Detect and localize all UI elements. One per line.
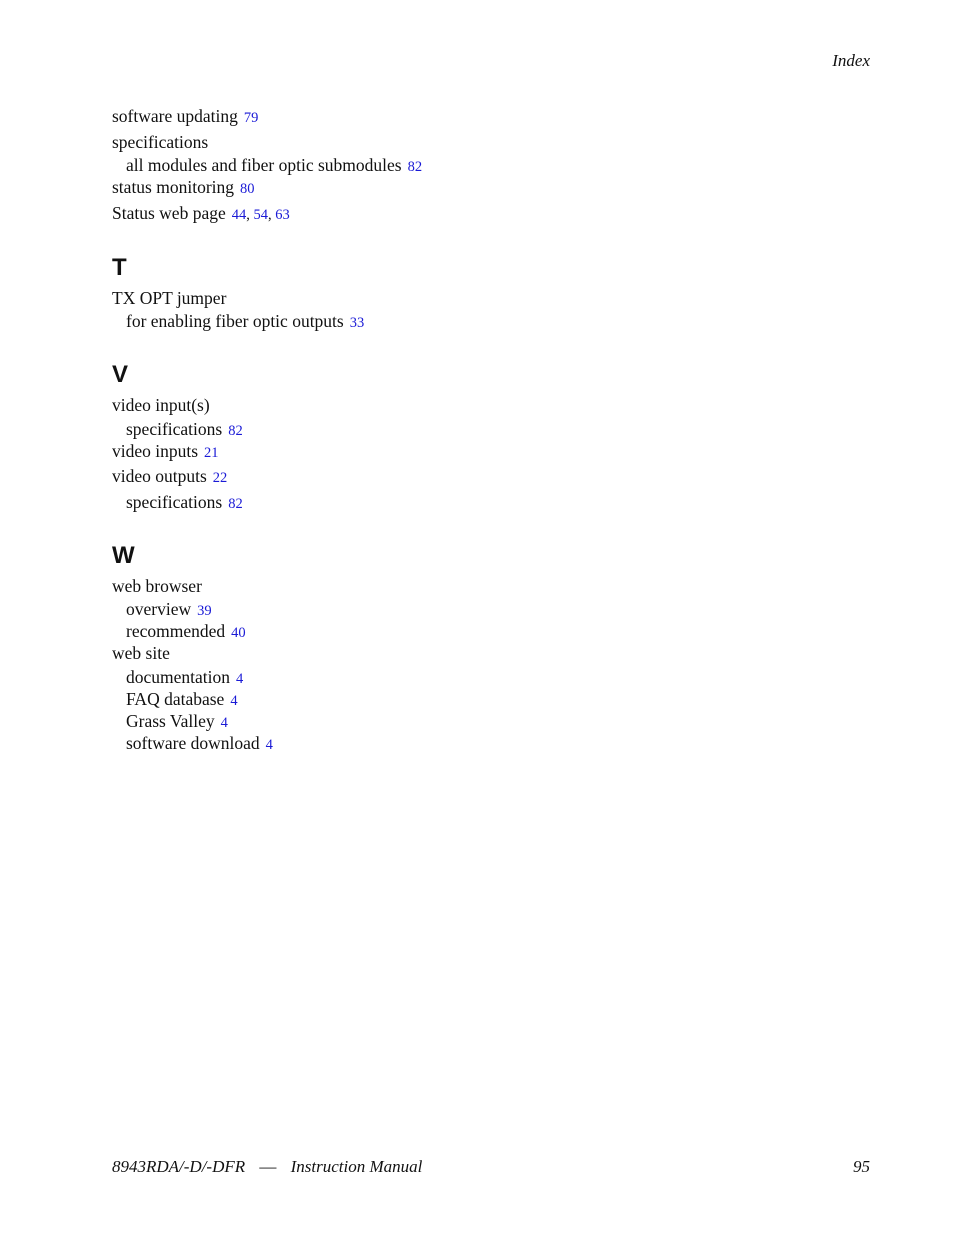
footer-dash: — — [259, 1157, 277, 1176]
page-references — [408, 159, 423, 175]
page-link[interactable]: 82 — [228, 495, 243, 512]
page-link[interactable]: 82 — [228, 422, 243, 439]
manual-type: Instruction Manual — [290, 1157, 423, 1176]
entry-term: software download — [126, 732, 260, 753]
entry-term: status monitoring — [112, 177, 235, 197]
index-entry — [112, 395, 872, 416]
entry-term: all modules and fiber optic submodules — [126, 155, 402, 175]
entry-term: recommended — [126, 621, 226, 641]
entry-term: FAQ database — [126, 688, 225, 709]
index-entry — [112, 203, 872, 226]
index-section — [112, 254, 872, 334]
entry-term: overview — [126, 599, 192, 619]
page-references — [228, 423, 243, 439]
page-link[interactable]: 4 — [220, 714, 228, 731]
section-letter-heading: T — [112, 253, 127, 281]
page-link[interactable]: 79 — [243, 110, 259, 126]
page-link[interactable]: 54 — [253, 206, 268, 223]
manual-model: 8943RDA/-D/-DFR — [112, 1157, 246, 1176]
entry-term: web browser — [112, 575, 202, 596]
page-number: 95 — [853, 1157, 870, 1176]
section-letter-heading: V — [112, 361, 129, 388]
entry-term: video outputs — [112, 466, 207, 486]
page-references — [204, 445, 219, 461]
index-subentry — [112, 733, 872, 755]
index-content — [112, 106, 872, 783]
page-link[interactable]: 33 — [349, 315, 365, 331]
index-section — [112, 361, 872, 514]
index-subentry — [112, 599, 872, 621]
index-entry — [112, 132, 872, 153]
index-subentry — [112, 711, 872, 733]
entry-term: documentation — [126, 666, 231, 687]
page-references — [266, 737, 273, 753]
entry-term: web site — [112, 643, 170, 663]
page-link[interactable]: 80 — [240, 181, 255, 197]
entry-term: video inputs — [112, 440, 199, 461]
index-subentry — [112, 155, 872, 177]
index-entry — [112, 576, 872, 597]
entry-term: specifications — [112, 131, 209, 152]
entry-term: Status web page — [112, 202, 226, 223]
page-link[interactable]: 4 — [230, 692, 238, 709]
index-section — [112, 106, 872, 226]
footer-manual-title — [112, 1157, 422, 1177]
index-section — [112, 542, 872, 755]
page-link[interactable]: 4 — [265, 736, 273, 753]
page-link[interactable]: 63 — [275, 206, 290, 223]
index-subentry — [112, 689, 872, 711]
page-link[interactable]: 21 — [204, 444, 219, 461]
index-entry — [112, 441, 872, 464]
entry-term: specifications — [126, 491, 223, 512]
index-entry — [112, 106, 872, 129]
index-subentry — [112, 621, 872, 643]
page-references — [236, 671, 243, 687]
page-link[interactable]: 22 — [212, 470, 228, 486]
index-subentry — [112, 667, 872, 689]
index-subentry — [112, 311, 872, 333]
page-separator: , — [267, 206, 276, 223]
section-letter-heading: W — [112, 541, 135, 569]
page-link[interactable]: 4 — [236, 670, 244, 687]
entry-term: for enabling fiber optic outputs — [126, 311, 344, 331]
page-link[interactable]: 39 — [197, 603, 212, 619]
page-link[interactable]: 44 — [231, 206, 247, 223]
index-subentry — [112, 419, 872, 441]
index-entry — [112, 643, 872, 664]
page-link[interactable]: 40 — [231, 625, 246, 641]
index-subentry — [112, 492, 872, 514]
page-references — [350, 315, 365, 331]
page-references — [221, 715, 228, 731]
page-references — [244, 110, 259, 126]
index-entry — [112, 288, 872, 309]
page-references — [232, 207, 290, 223]
page-references — [228, 496, 243, 512]
page-references — [197, 603, 212, 619]
page-footer — [112, 1157, 870, 1177]
entry-term: Grass Valley — [126, 710, 215, 731]
page-references — [240, 181, 255, 197]
entry-term: TX OPT jumper — [112, 287, 227, 308]
entry-term: video input(s) — [112, 395, 210, 415]
page-link[interactable]: 82 — [407, 159, 423, 175]
page-references — [213, 470, 228, 486]
running-header: Index — [832, 51, 870, 70]
index-entry — [112, 466, 872, 489]
page-references — [230, 693, 237, 709]
index-entry — [112, 177, 872, 200]
entry-term: software updating — [112, 106, 238, 126]
entry-term: specifications — [126, 418, 223, 439]
page-separator: , — [246, 206, 254, 223]
page-references — [231, 625, 246, 641]
